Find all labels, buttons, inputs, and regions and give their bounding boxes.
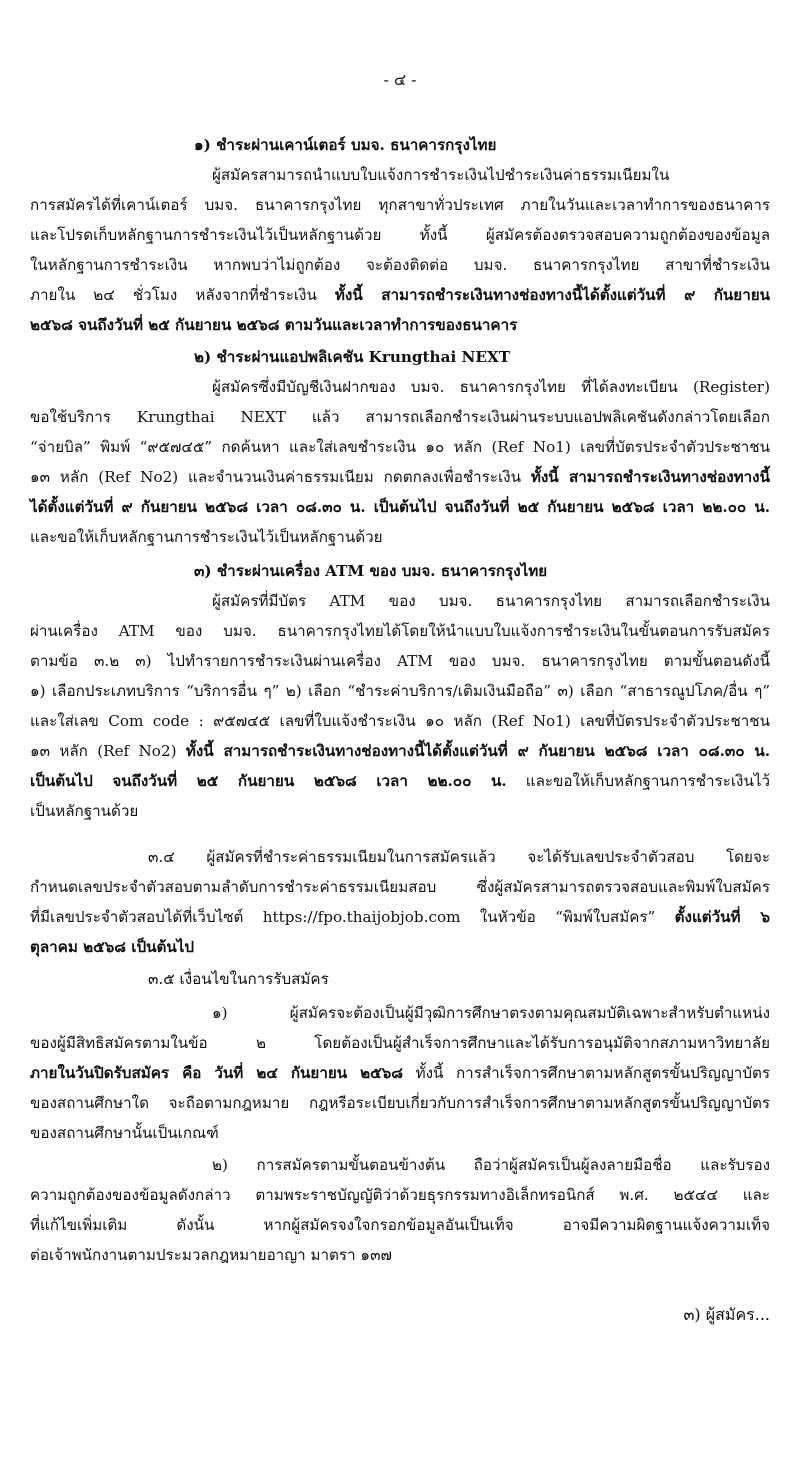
bold-text-segment: ๒) ชำระผ่านแอปพลิเคชัน Krungthai NEXT [194, 348, 511, 366]
text-line [212, 998, 770, 1028]
text-segment: ของสถานศึกษานั้นเป็นเกณฑ์ [30, 1124, 219, 1142]
text-segment: ๑) ผู้สมัครจะต้องเป็นผู้มีวุฒิการศึกษาตรงตามคุณสมบัติเฉพาะสำหรับตำแหน่ง [212, 1004, 770, 1022]
text-line [30, 1088, 770, 1118]
continuation-text: ๓) ผู้สมัคร... [683, 1305, 770, 1324]
text-segment: ๓.๕ เงื่อนไขในการรับสมัคร [148, 970, 329, 988]
text-segment: และขอให้เก็บหลักฐานการชำระเงินไว้เป็นหลักฐานด้วย [30, 528, 383, 546]
text-line [212, 160, 770, 190]
text-line [30, 1058, 770, 1088]
text-segment: ผ่านเครื่อง ATM ของ บมจ. ธนาคารกรุงไทยได้โดยให้นำแบบใบแจ้งการชำระเงินในขั้นตอนการรับสมัคร [30, 622, 770, 640]
text-line [30, 402, 770, 432]
text-line [30, 796, 770, 826]
text-segment: ต่อเจ้าพนักงานตามประมวลกฎหมายอาญา มาตรา ๑๓๗ [30, 1246, 392, 1264]
text-line [30, 1210, 770, 1240]
text-line [30, 902, 770, 932]
bold-text-segment: ตุลาคม ๒๕๖๘ เป็นต้นไป [30, 938, 195, 956]
text-line [30, 522, 770, 552]
text-line [194, 342, 770, 372]
text-line [30, 676, 770, 706]
text-line [212, 1150, 770, 1180]
bold-text-segment: ตั้งแต่วันที่ ๖ [674, 908, 770, 926]
bold-text-segment: ทั้งนี้ สามารถชำระเงินทางช่องทางนี้ได้ตั้งแต่วันที่ ๙ กันยายน [334, 286, 770, 304]
text-segment: ขอใช้บริการ Krungthai NEXT แล้ว สามารถเลือกชำระเงินผ่านระบบแอปพลิเคชันดังกล่าวโดยเลือก [30, 408, 770, 426]
text-segment: ๑) เลือกประเภทบริการ “บริการอื่น ๆ” ๒) เลือก “ชำระค่าบริการ/เติมเงินมือถือ” ๓) เลือก “สาธารณูปโภค/อื่น ๆ” [30, 682, 770, 700]
text-segment: “จ่ายบิล” พิมพ์ “๙๕๗๔๕” กดค้นหา และใส่เลขชำระเงิน ๑๐ หลัก (Ref No1) เลขที่บัตรประจำตัวประชาชน [30, 438, 770, 456]
text-segment: การสมัครได้ที่เคาน์เตอร์ บมจ. ธนาคารกรุงไทย ทุกสาขาทั่วประเทศ ภายในวันและเวลาทำการของธนาคาร [30, 196, 770, 214]
text-segment: ตามข้อ ๓.๒ ๓) ไปทำรายการชำระเงินผ่านเครื่อง ATM ของ บมจ. ธนาคารกรุงไทย ตามขั้นตอนดังนี้ [30, 652, 770, 670]
bold-text-segment: ภายในวันปิดรับสมัคร คือ วันที่ ๒๔ กันยายน ๒๕๖๘ [30, 1064, 404, 1082]
text-line [30, 1180, 770, 1210]
text-line [30, 462, 770, 492]
text-segment: ผู้สมัครซึ่งมีบัญชีเงินฝากของ บมจ. ธนาคารกรุงไทย ที่ได้ลงทะเบียน (Register) [212, 378, 770, 396]
text-line [30, 872, 770, 902]
bold-text-segment: ๓) ชำระผ่านเครื่อง ATM ของ บมจ. ธนาคารกรุงไทย [194, 562, 548, 580]
text-line [30, 706, 770, 736]
text-line [30, 1118, 770, 1148]
text-line [30, 646, 770, 676]
text-line [212, 372, 770, 402]
text-line [30, 310, 770, 340]
bold-text-segment: เป็นต้นไป จนถึงวันที่ ๒๕ กันยายน ๒๕๖๘ เวลา ๒๒.๐๐ น. [30, 772, 507, 790]
text-line [30, 736, 770, 766]
bold-text-segment: ทั้งนี้ สามารถชำระเงินทางช่องทางนี้ [530, 468, 770, 486]
text-segment: เป็นหลักฐานด้วย [30, 802, 139, 820]
text-segment: ผู้สมัครที่มีบัตร ATM ของ บมจ. ธนาคารกรุงไทย สามารถเลือกชำระเงิน [212, 592, 770, 610]
bold-text-segment: ๒๕๖๘ จนถึงวันที่ ๒๕ กันยายน ๒๕๖๘ ตามวันและเวลาทำการของธนาคาร [30, 316, 518, 334]
text-line [30, 932, 770, 962]
text-segment: ๒) การสมัครตามขั้นตอนข้างต้น ถือว่าผู้สมัครเป็นผู้ลงลายมือชื่อ และรับรอง [212, 1156, 770, 1174]
text-segment: ๑๓ หลัก (Ref No2) และจำนวนเงินค่าธรรมเนียม กดตกลงเพื่อชำระเงิน [30, 468, 531, 486]
text-line [30, 250, 770, 280]
text-segment: ที่แก้ไขเพิ่มเติม ดังนั้น หากผู้สมัครจงใจกรอกข้อมูลอันเป็นเท็จ อาจมีความผิดฐานแจ้งความเท็จ [30, 1216, 770, 1234]
text-line [212, 586, 770, 616]
text-line [30, 492, 770, 522]
text-segment: และขอให้เก็บหลักฐานการชำระเงินไว้ [506, 772, 771, 790]
bold-text-segment: ได้ตั้งแต่วันที่ ๙ กันยายน ๒๕๖๘ เวลา ๐๘.๓๐ น. เป็นต้นไป จนถึงวันที่ ๒๕ กันยายน ๒๕๖๘ เวลา ๒๒.๐๐ น. [30, 498, 770, 516]
text-line [30, 220, 770, 250]
text-segment: ผู้สมัครสามารถนำแบบใบแจ้งการชำระเงินไปชำระเงินค่าธรรมเนียมใน [212, 166, 670, 184]
text-segment: ของสถานศึกษาใด จะถือตามกฎหมาย กฎหรือระเบียบเกี่ยวกับการสำเร็จการศึกษาตามหลักสูตรขั้นปริญญาบัตร [30, 1094, 770, 1112]
page-number: - ๔ - [383, 70, 417, 89]
text-line [194, 130, 770, 160]
text-line [148, 964, 770, 994]
text-line [30, 280, 770, 310]
text-segment: ๑๓ หลัก (Ref No2) [30, 742, 186, 760]
text-line [30, 190, 770, 220]
text-segment: ความถูกต้องของข้อมูลดังกล่าว ตามพระราชบัญญัติว่าด้วยธุรกรรมทางอิเล็กทรอนิกส์ พ.ศ. ๒๕๔๔ และ [30, 1186, 770, 1204]
text-segment: ในหลักฐานการชำระเงิน หากพบว่าไม่ถูกต้อง จะต้องติดต่อ บมจ. ธนาคารกรุงไทย สาขาที่ชำระเงิน [30, 256, 770, 274]
bold-text-segment: ๑) ชำระผ่านเคาน์เตอร์ บมจ. ธนาคารกรุงไทย [194, 136, 497, 154]
bold-text-segment: ทั้งนี้ สามารถชำระเงินทางช่องทางนี้ได้ตั้งแต่วันที่ ๙ กันยายน ๒๕๖๘ เวลา ๐๘.๓๐ น. [185, 742, 770, 760]
text-segment: กำหนดเลขประจำตัวสอบตามลำดับการชำระค่าธรรมเนียมสอบ ซึ่งผู้สมัครสามารถตรวจสอบและพิมพ์ใบสมัคร [30, 878, 770, 896]
text-segment: และโปรดเก็บหลักฐานการชำระเงินไว้เป็นหลักฐานด้วย ทั้งนี้ ผู้สมัครต้องตรวจสอบความถูกต้องของข้อมูล [30, 226, 770, 244]
text-segment: ที่มีเลขประจำตัวสอบได้ที่เว็บไซต์ https://fpo.thaijobjob.com ในหัวข้อ “พิมพ์ใบสมัคร” [30, 908, 675, 926]
text-segment: ทั้งนี้ การสำเร็จการศึกษาตามหลักสูตรขั้นปริญญาบัตร [403, 1064, 770, 1082]
text-segment: ของผู้มีสิทธิสมัครตามในข้อ ๒ โดยต้องเป็นผู้สำเร็จการศึกษาและได้รับการอนุมัติจากสภามหาวิทยาลัย [30, 1034, 770, 1052]
text-line [30, 616, 770, 646]
text-segment: ๓.๔ ผู้สมัครที่ชำระค่าธรรมเนียมในการสมัครแล้ว จะได้รับเลขประจำตัวสอบ โดยจะ [148, 848, 770, 866]
text-line [30, 432, 770, 462]
text-line [194, 556, 770, 586]
text-segment: และใส่เลข Com code : ๙๕๗๔๕ เลขที่ใบแจ้งชำระเงิน ๑๐ หลัก (Ref No1) เลขที่บัตรประจำตัวประชาชน [30, 712, 770, 730]
text-segment: ภายใน ๒๔ ชั่วโมง หลังจากที่ชำระเงิน [30, 286, 335, 304]
text-line [30, 1240, 770, 1270]
text-line [30, 1028, 770, 1058]
text-line [148, 842, 770, 872]
text-line [30, 766, 770, 796]
